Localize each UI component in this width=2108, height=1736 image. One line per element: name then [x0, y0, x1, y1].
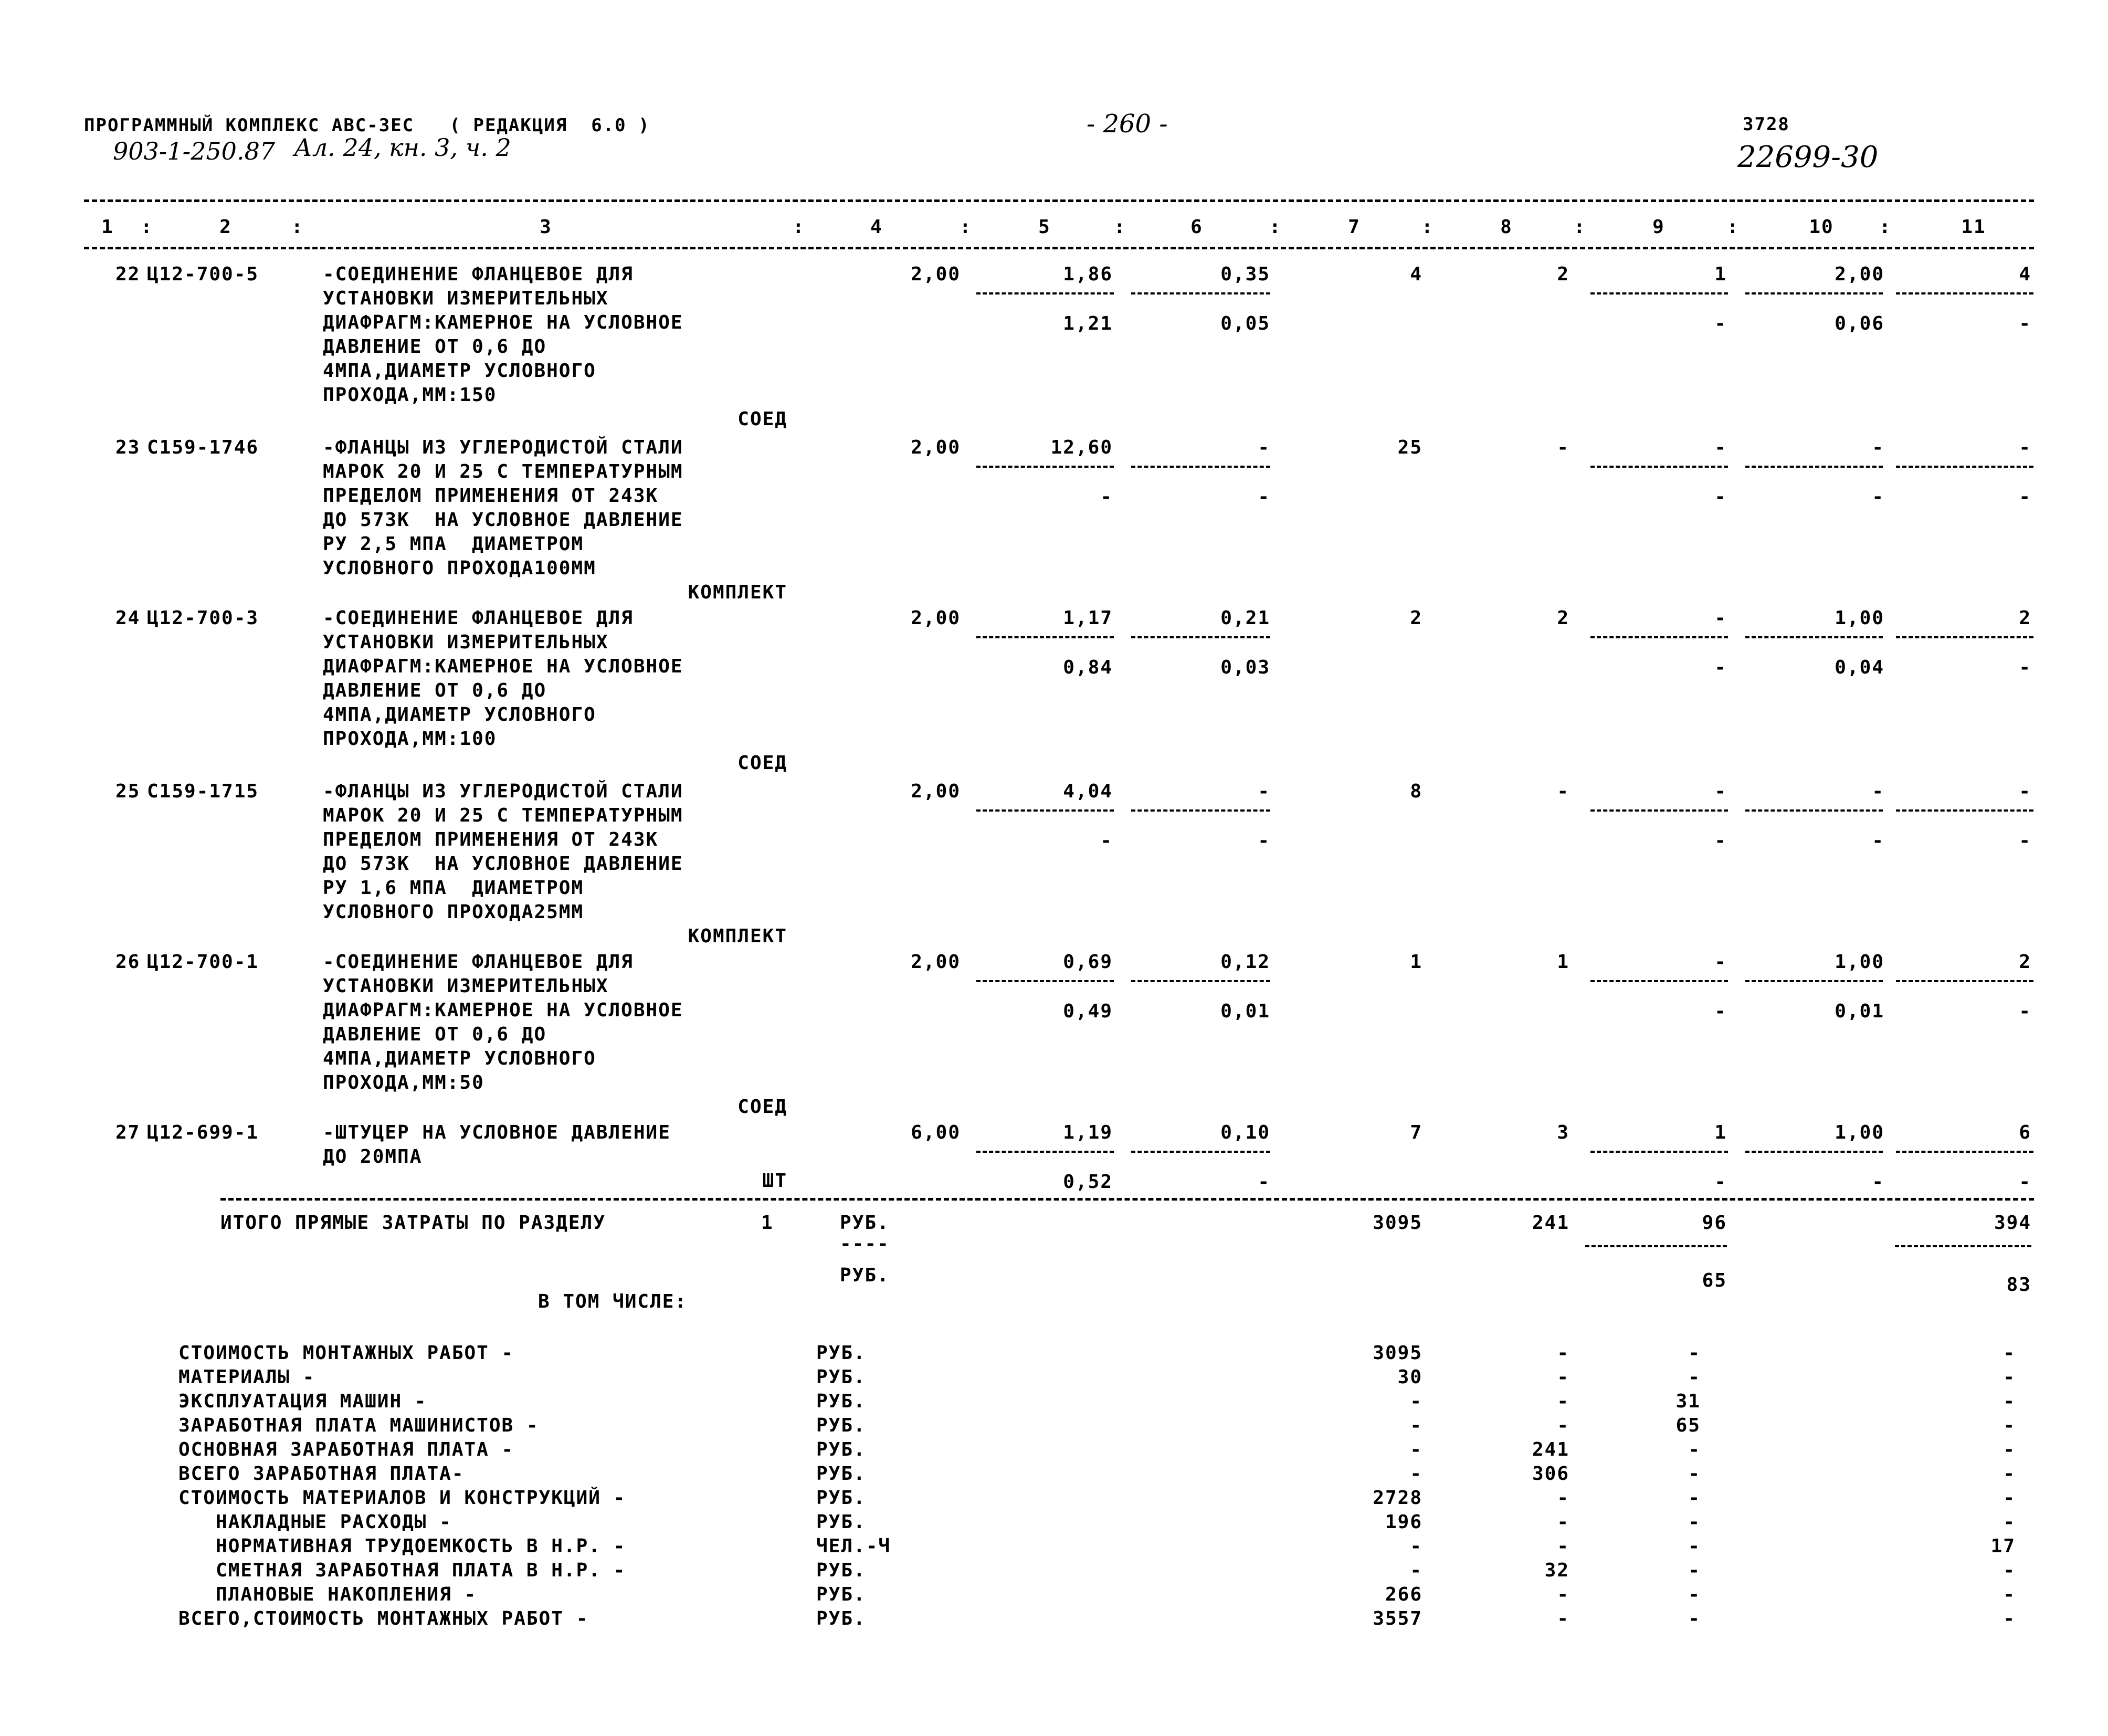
- summary-col8: 241: [1532, 1439, 1569, 1460]
- summary-unit: РУБ.: [816, 1366, 866, 1388]
- total-unit-2: РУБ.: [840, 1265, 890, 1286]
- header-rule-bottom: [84, 247, 2034, 249]
- row-col7: 1: [1410, 951, 1422, 973]
- col-separator: :: [960, 216, 972, 238]
- summary-col8: 32: [1544, 1560, 1569, 1581]
- col-separator: :: [1421, 216, 1434, 238]
- row-description-line: -СОЕДИНЕНИЕ ФЛАНЦЕВОЕ ДЛЯ: [323, 264, 634, 285]
- col-6-header: 6: [1190, 216, 1203, 238]
- summary-col8: -: [1557, 1511, 1569, 1533]
- row-col9-top: -: [1714, 437, 1727, 458]
- summary-col9: -: [1688, 1535, 1701, 1557]
- row-col11-rule: [1896, 292, 2033, 294]
- album-reference: Ал. 24, кн. 3, ч. 2: [294, 133, 511, 162]
- row-col6-bottom: -: [1258, 1171, 1270, 1193]
- row-col10-top: 1,00: [1835, 607, 1884, 629]
- row-col11-top: -: [2019, 437, 2031, 458]
- row-col10-bottom: -: [1872, 1171, 1884, 1193]
- summary-label: ЭКСПЛУАТАЦИЯ МАШИН -: [178, 1391, 427, 1412]
- row-col7: 8: [1410, 781, 1422, 802]
- summary-label: ОСНОВНАЯ ЗАРАБОТНАЯ ПЛАТА -: [178, 1439, 514, 1460]
- row-col11-bottom: -: [2019, 830, 2031, 851]
- row-col5-top: 1,86: [1063, 264, 1113, 285]
- summary-col11: -: [2003, 1463, 2016, 1485]
- row-description-line: УСТАНОВКИ ИЗМЕРИТЕЛЬНЫХ: [323, 632, 609, 653]
- total-col-11a: 394: [1994, 1212, 2031, 1234]
- summary-label: МАТЕРИАЛЫ -: [178, 1366, 315, 1388]
- row-col11-bottom: -: [2019, 1171, 2031, 1193]
- row-description-line: ДАВЛЕНИЕ ОТ 0,6 ДО: [323, 680, 547, 701]
- summary-col9: -: [1688, 1439, 1701, 1460]
- row-unit: СОЕД: [737, 408, 787, 430]
- row-col5-rule: [976, 809, 1114, 812]
- row-col5-top: 1,19: [1063, 1122, 1113, 1143]
- row-col9-rule: [1590, 980, 1728, 982]
- row-col5-bottom: 0,49: [1063, 1001, 1113, 1022]
- summary-col7: -: [1410, 1463, 1422, 1485]
- summary-unit: РУБ.: [816, 1439, 866, 1460]
- row-col10-rule: [1745, 636, 1883, 638]
- summary-col8: -: [1557, 1415, 1569, 1436]
- row-col6-rule: [1131, 636, 1270, 638]
- summary-label: НОРМАТИВНАЯ ТРУДОЕМКОСТЬ В Н.Р. -: [178, 1535, 626, 1557]
- row-col9-rule: [1590, 1151, 1728, 1153]
- summary-col7: -: [1410, 1560, 1422, 1581]
- summary-label: ВСЕГО ЗАРАБОТНАЯ ПЛАТА-: [178, 1463, 465, 1485]
- col-9-header: 9: [1652, 216, 1665, 238]
- row-quantity: 2,00: [911, 781, 961, 802]
- summary-unit: ЧЕЛ.-Ч: [816, 1535, 891, 1557]
- row-col7: 7: [1410, 1122, 1422, 1143]
- row-col6-rule: [1131, 466, 1270, 468]
- row-col8: 1: [1557, 951, 1569, 973]
- row-description-line: -СОЕДИНЕНИЕ ФЛАНЦЕВОЕ ДЛЯ: [323, 951, 634, 973]
- summary-col9: 31: [1675, 1391, 1701, 1412]
- row-col6-bottom: 0,03: [1220, 657, 1270, 678]
- row-col11-bottom: -: [2019, 313, 2031, 334]
- row-number: 27: [115, 1122, 141, 1143]
- row-col5-bottom: -: [1100, 486, 1113, 508]
- row-description-line: ДИАФРАГМ:КАМЕРНОЕ НА УСЛОВНОЕ: [323, 656, 683, 677]
- col-4-header: 4: [870, 216, 883, 238]
- row-col11-rule: [1896, 636, 2033, 638]
- row-quantity: 2,00: [911, 951, 961, 973]
- row-number: 25: [115, 781, 141, 802]
- row-col11-top: 2: [2019, 607, 2031, 629]
- summary-unit: РУБ.: [816, 1560, 866, 1581]
- row-col8: 2: [1557, 264, 1569, 285]
- summary-col11: -: [2003, 1366, 2016, 1388]
- row-description-line: РУ 1,6 МПА ДИАМЕТРОМ: [323, 877, 584, 899]
- summary-unit: РУБ.: [816, 1487, 866, 1509]
- row-col5-rule: [976, 292, 1114, 294]
- row-col9-bottom: -: [1714, 657, 1727, 678]
- row-col5-top: 0,69: [1063, 951, 1113, 973]
- summary-label: ЗАРАБОТНАЯ ПЛАТА МАШИНИСТОВ -: [178, 1415, 539, 1436]
- col-separator: :: [1269, 216, 1282, 238]
- col-separator: :: [141, 216, 153, 238]
- header-rule-top: [84, 199, 2034, 202]
- row-col6-rule: [1131, 809, 1270, 812]
- row-col5-rule: [976, 980, 1114, 982]
- row-description-line: 4МПА,ДИАМЕТР УСЛОВНОГО: [323, 1048, 596, 1069]
- summary-col7: 30: [1397, 1366, 1422, 1388]
- row-col5-bottom: 1,21: [1063, 313, 1113, 334]
- row-unit: СОЕД: [737, 1096, 787, 1118]
- row-col9-bottom: -: [1714, 486, 1727, 508]
- col-5-header: 5: [1038, 216, 1051, 238]
- summary-col9: -: [1688, 1584, 1701, 1605]
- row-description-line: ПРОХОДА,ММ:50: [323, 1072, 484, 1093]
- row-description-line: 4МПА,ДИАМЕТР УСЛОВНОГО: [323, 704, 596, 725]
- row-description-line: ПРЕДЕЛОМ ПРИМЕНЕНИЯ ОТ 243К: [323, 485, 659, 507]
- row-col5-rule: [976, 466, 1114, 468]
- summary-col7: 266: [1385, 1584, 1422, 1605]
- row-col8: 2: [1557, 607, 1569, 629]
- row-number: 23: [115, 437, 141, 458]
- col-1-header: 1: [101, 216, 114, 238]
- summary-label: НАКЛАДНЫЕ РАСХОДЫ -: [178, 1511, 452, 1533]
- row-col6-rule: [1131, 1151, 1270, 1153]
- row-description-line: РУ 2,5 МПА ДИАМЕТРОМ: [323, 533, 584, 555]
- row-col10-bottom: 0,01: [1835, 1001, 1884, 1022]
- row-col5-top: 12,60: [1050, 437, 1113, 458]
- summary-label: СМЕТНАЯ ЗАРАБОТНАЯ ПЛАТА В Н.Р. -: [178, 1560, 626, 1581]
- row-col11-bottom: -: [2019, 657, 2031, 678]
- row-col6-top: 0,12: [1220, 951, 1270, 973]
- summary-col9: -: [1688, 1463, 1701, 1485]
- row-unit: КОМПЛЕКТ: [688, 925, 787, 947]
- summary-unit: РУБ.: [816, 1391, 866, 1412]
- summary-col7: -: [1410, 1535, 1422, 1557]
- col-separator: :: [291, 216, 304, 238]
- summary-col8: 306: [1532, 1463, 1569, 1485]
- summary-col11: -: [2003, 1560, 2016, 1581]
- summary-col8: -: [1557, 1608, 1569, 1629]
- row-col11-top: 4: [2019, 264, 2031, 285]
- summary-col7: -: [1410, 1391, 1422, 1412]
- row-quantity: 6,00: [911, 1122, 961, 1143]
- row-col8: 3: [1557, 1122, 1569, 1143]
- row-col6-bottom: 0,05: [1220, 313, 1270, 334]
- row-col9-rule: [1590, 466, 1728, 468]
- summary-label: СТОИМОСТЬ МОНТАЖНЫХ РАБОТ -: [178, 1342, 514, 1364]
- summary-col11: -: [2003, 1415, 2016, 1436]
- document-code: 22699-30: [1737, 140, 1879, 174]
- row-col9-rule: [1590, 809, 1728, 812]
- summary-col9: -: [1688, 1487, 1701, 1509]
- col-11-header: 11: [1961, 216, 1986, 238]
- row-col10-top: 1,00: [1835, 951, 1884, 973]
- row-col11-rule: [1896, 809, 2033, 812]
- row-col10-rule: [1745, 980, 1883, 982]
- row-code: Ц12-699-1: [147, 1122, 259, 1143]
- row-col10-top: 1,00: [1835, 1122, 1884, 1143]
- total-col-11-rule: [1895, 1245, 2031, 1247]
- row-col9-top: -: [1714, 607, 1727, 629]
- row-col11-top: -: [2019, 781, 2031, 802]
- totals-rule: [220, 1198, 2034, 1201]
- row-col11-top: 6: [2019, 1122, 2031, 1143]
- row-code: С159-1715: [147, 781, 259, 802]
- summary-col7: 3095: [1373, 1342, 1422, 1364]
- row-code: Ц12-700-1: [147, 951, 259, 973]
- summary-unit: РУБ.: [816, 1463, 866, 1485]
- summary-col9: -: [1688, 1366, 1701, 1388]
- summary-col9: -: [1688, 1342, 1701, 1364]
- row-col5-bottom: 0,84: [1063, 657, 1113, 678]
- row-description-line: УСТАНОВКИ ИЗМЕРИТЕЛЬНЫХ: [323, 288, 609, 309]
- row-quantity: 2,00: [911, 437, 961, 458]
- row-col10-top: 2,00: [1835, 264, 1884, 285]
- row-col6-rule: [1131, 292, 1270, 294]
- summary-unit: РУБ.: [816, 1511, 866, 1533]
- row-col6-top: 0,10: [1220, 1122, 1270, 1143]
- summary-col11: -: [2003, 1391, 2016, 1412]
- col-2-header: 2: [219, 216, 232, 238]
- row-col10-rule: [1745, 292, 1883, 294]
- col-3-header: 3: [540, 216, 552, 238]
- row-col10-rule: [1745, 466, 1883, 468]
- total-label: ИТОГО ПРЯМЫЕ ЗАТРАТЫ ПО РАЗДЕЛУ: [220, 1212, 606, 1234]
- row-col6-bottom: -: [1258, 486, 1270, 508]
- row-col6-top: -: [1258, 437, 1270, 458]
- including-label: В ТОМ ЧИСЛЕ:: [538, 1291, 688, 1312]
- row-description-line: ДИАФРАГМ:КАМЕРНОЕ НА УСЛОВНОЕ: [323, 312, 683, 333]
- summary-unit: РУБ.: [816, 1608, 866, 1629]
- row-col11-rule: [1896, 466, 2033, 468]
- row-col9-top: 1: [1714, 264, 1727, 285]
- row-col11-bottom: -: [2019, 1001, 2031, 1022]
- row-col10-bottom: -: [1872, 486, 1884, 508]
- col-separator: :: [1879, 216, 1892, 238]
- row-col10-top: -: [1872, 781, 1884, 802]
- row-description-line: -ФЛАНЦЫ ИЗ УГЛЕРОДИСТОЙ СТАЛИ: [323, 781, 683, 802]
- row-col7: 4: [1410, 264, 1422, 285]
- col-10-header: 10: [1809, 216, 1834, 238]
- col-8-header: 8: [1500, 216, 1513, 238]
- summary-col8: -: [1557, 1535, 1569, 1557]
- row-col6-top: -: [1258, 781, 1270, 802]
- summary-col8: -: [1557, 1391, 1569, 1412]
- summary-col9: -: [1688, 1560, 1701, 1581]
- summary-col11: -: [2003, 1342, 2016, 1364]
- row-description-line: ДИАФРАГМ:КАМЕРНОЕ НА УСЛОВНОЕ: [323, 999, 683, 1021]
- row-col6-rule: [1131, 980, 1270, 982]
- row-description-line: УСТАНОВКИ ИЗМЕРИТЕЛЬНЫХ: [323, 975, 609, 997]
- row-col10-bottom: 0,06: [1835, 313, 1884, 334]
- row-col6-top: 0,35: [1220, 264, 1270, 285]
- row-description-line: УСЛОВНОГО ПРОХОДА100ММ: [323, 557, 596, 579]
- row-description-line: ДАВЛЕНИЕ ОТ 0,6 ДО: [323, 1024, 547, 1045]
- total-section: 1: [761, 1212, 774, 1234]
- row-col9-bottom: -: [1714, 830, 1727, 851]
- row-number: 24: [115, 607, 141, 629]
- row-col11-bottom: -: [2019, 486, 2031, 508]
- row-description-line: 4МПА,ДИАМЕТР УСЛОВНОГО: [323, 360, 596, 382]
- row-col6-bottom: 0,01: [1220, 1001, 1270, 1022]
- total-unit: РУБ.: [840, 1212, 890, 1234]
- row-col7: 2: [1410, 607, 1422, 629]
- row-col9-top: 1: [1714, 1122, 1727, 1143]
- summary-unit: РУБ.: [816, 1415, 866, 1436]
- total-col-9-rule: [1585, 1245, 1727, 1247]
- row-col5-bottom: -: [1100, 830, 1113, 851]
- document-reference: 903-1-250.87: [113, 137, 276, 165]
- row-description-line: ПРЕДЕЛОМ ПРИМЕНЕНИЯ ОТ 243К: [323, 829, 659, 850]
- total-col-9a: 96: [1702, 1212, 1727, 1234]
- row-description-line: -СОЕДИНЕНИЕ ФЛАНЦЕВОЕ ДЛЯ: [323, 607, 634, 629]
- row-quantity: 2,00: [911, 607, 961, 629]
- summary-col8: -: [1557, 1366, 1569, 1388]
- row-col5-bottom: 0,52: [1063, 1171, 1113, 1193]
- row-col9-bottom: -: [1714, 1171, 1727, 1193]
- total-col-8: 241: [1532, 1212, 1569, 1234]
- summary-label: СТОИМОСТЬ МАТЕРИАЛОВ И КОНСТРУКЦИЙ -: [178, 1487, 626, 1509]
- row-col9-top: -: [1714, 781, 1727, 802]
- row-col10-rule: [1745, 809, 1883, 812]
- row-number: 26: [115, 951, 141, 973]
- row-col7: 25: [1397, 437, 1422, 458]
- row-col9-rule: [1590, 292, 1728, 294]
- summary-unit: РУБ.: [816, 1342, 866, 1364]
- row-col11-rule: [1896, 980, 2033, 982]
- summary-col7: 2728: [1373, 1487, 1422, 1509]
- row-col5-top: 4,04: [1063, 781, 1113, 802]
- summary-col9: 65: [1675, 1415, 1701, 1436]
- row-description-line: ДО 20МПА: [323, 1146, 423, 1167]
- row-unit: ШТ: [762, 1170, 787, 1192]
- summary-label: ПЛАНОВЫЕ НАКОПЛЕНИЯ -: [178, 1584, 477, 1605]
- row-description-line: -ФЛАНЦЫ ИЗ УГЛЕРОДИСТОЙ СТАЛИ: [323, 437, 683, 458]
- row-description-line: ДО 573К НА УСЛОВНОЕ ДАВЛЕНИЕ: [323, 853, 683, 875]
- row-description-line: -ШТУЦЕР НА УСЛОВНОЕ ДАВЛЕНИЕ: [323, 1122, 671, 1143]
- summary-col7: -: [1410, 1439, 1422, 1460]
- row-col8: -: [1557, 437, 1569, 458]
- row-col5-rule: [976, 636, 1114, 638]
- row-col9-bottom: -: [1714, 1001, 1727, 1022]
- row-number: 22: [115, 264, 141, 285]
- col-separator: :: [1574, 216, 1586, 238]
- row-description-line: ДО 573К НА УСЛОВНОЕ ДАВЛЕНИЕ: [323, 509, 683, 531]
- total-col-7: 3095: [1373, 1212, 1422, 1234]
- row-col5-rule: [976, 1151, 1114, 1153]
- row-col8: -: [1557, 781, 1569, 802]
- page-number: - 260 -: [1087, 109, 1168, 139]
- total-col-9b: 65: [1702, 1270, 1727, 1291]
- row-col10-bottom: -: [1872, 830, 1884, 851]
- col-separator: :: [793, 216, 805, 238]
- row-unit: СОЕД: [737, 752, 787, 774]
- row-description-line: МАРОК 20 И 25 С ТЕМПЕРАТУРНЫМ: [323, 461, 683, 482]
- row-description-line: УСЛОВНОГО ПРОХОДА25ММ: [323, 901, 584, 923]
- row-quantity: 2,00: [911, 264, 961, 285]
- row-description-line: ДАВЛЕНИЕ ОТ 0,6 ДО: [323, 336, 547, 357]
- row-description-line: ПРОХОДА,ММ:100: [323, 728, 497, 750]
- summary-col9: -: [1688, 1608, 1701, 1629]
- row-col5-top: 1,17: [1063, 607, 1113, 629]
- row-col6-bottom: -: [1258, 830, 1270, 851]
- row-col9-rule: [1590, 636, 1728, 638]
- document-code-top: 3728: [1743, 114, 1790, 135]
- summary-unit: РУБ.: [816, 1584, 866, 1605]
- summary-col11: -: [2003, 1584, 2016, 1605]
- summary-col7: -: [1410, 1415, 1422, 1436]
- col-separator: :: [1114, 216, 1126, 238]
- summary-col7: 196: [1385, 1511, 1422, 1533]
- row-col11-top: 2: [2019, 951, 2031, 973]
- col-separator: :: [1727, 216, 1740, 238]
- row-col9-top: -: [1714, 951, 1727, 973]
- row-col9-bottom: -: [1714, 313, 1727, 334]
- summary-col11: -: [2003, 1487, 2016, 1509]
- row-unit: КОМПЛЕКТ: [688, 582, 787, 603]
- summary-col8: -: [1557, 1584, 1569, 1605]
- summary-col11: -: [2003, 1608, 2016, 1629]
- summary-col11: 17: [1990, 1535, 2016, 1557]
- summary-label: ВСЕГО,СТОИМОСТЬ МОНТАЖНЫХ РАБОТ -: [178, 1608, 589, 1629]
- summary-col11: -: [2003, 1511, 2016, 1533]
- row-code: Ц12-700-3: [147, 607, 259, 629]
- summary-col8: -: [1557, 1487, 1569, 1509]
- row-description-line: ПРОХОДА,ММ:150: [323, 384, 497, 406]
- row-col11-rule: [1896, 1151, 2033, 1153]
- summary-col7: 3557: [1373, 1608, 1422, 1629]
- row-code: Ц12-700-5: [147, 264, 259, 285]
- total-unit-underline: ----: [840, 1233, 890, 1255]
- summary-col9: -: [1688, 1511, 1701, 1533]
- total-col-11b: 83: [2006, 1274, 2031, 1296]
- summary-col11: -: [2003, 1439, 2016, 1460]
- row-col10-bottom: 0,04: [1835, 657, 1884, 678]
- row-description-line: МАРОК 20 И 25 С ТЕМПЕРАТУРНЫМ: [323, 805, 683, 826]
- program-title: ПРОГРАММНЫЙ КОМПЛЕКС АВС-ЗЕС ( РЕДАКЦИЯ 6.0 ): [84, 115, 650, 136]
- row-code: С159-1746: [147, 437, 259, 458]
- row-col10-top: -: [1872, 437, 1884, 458]
- summary-col8: -: [1557, 1342, 1569, 1364]
- row-col6-top: 0,21: [1220, 607, 1270, 629]
- row-col10-rule: [1745, 1151, 1883, 1153]
- col-7-header: 7: [1348, 216, 1361, 238]
